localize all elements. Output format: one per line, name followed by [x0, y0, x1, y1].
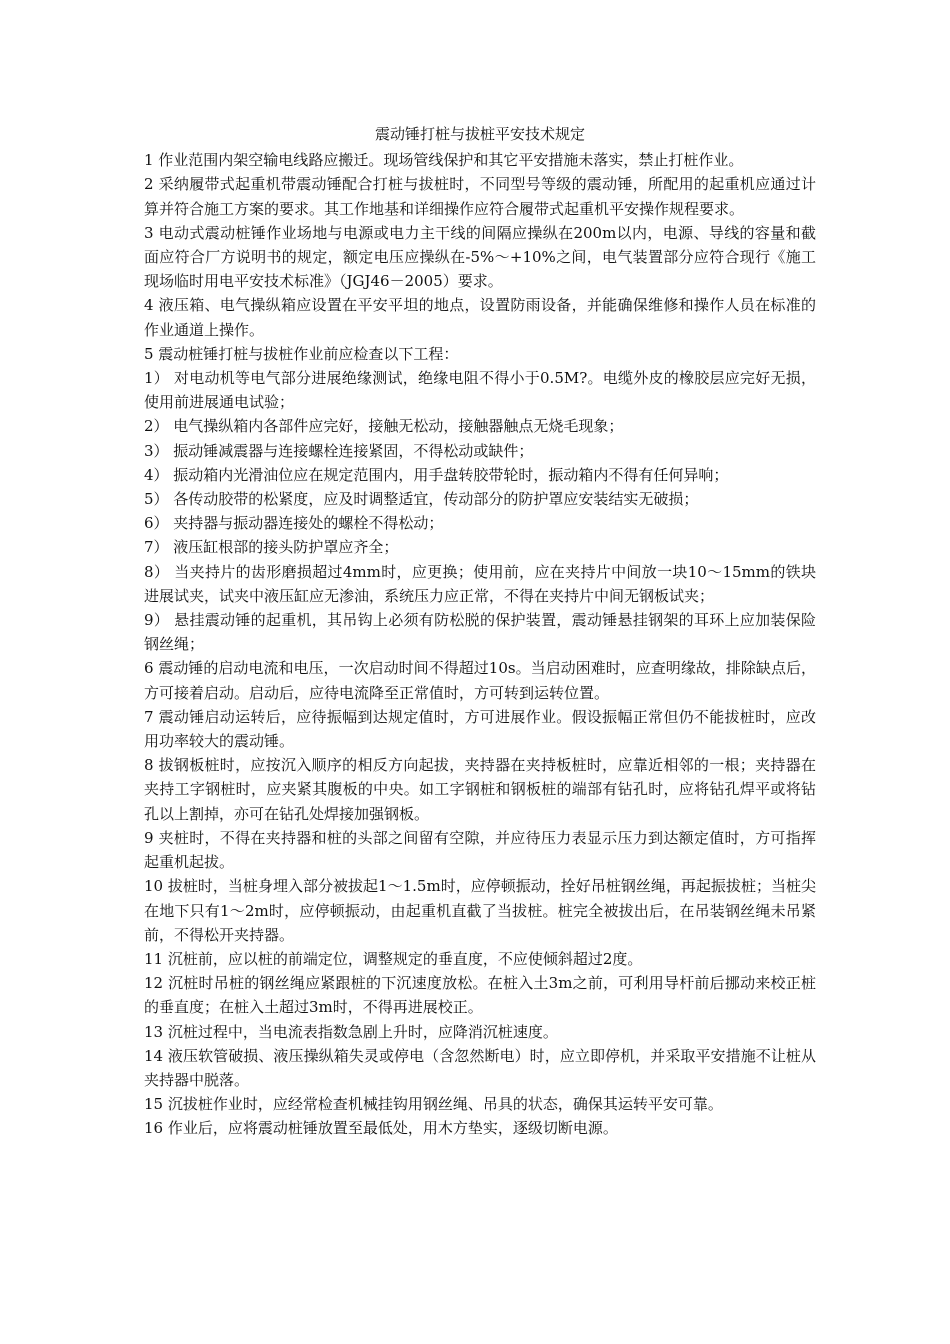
paragraph: 7 震动锤启动运转后，应待振幅到达规定值时，方可进展作业。假设振幅正常但仍不能拔桩时，应改用功率较大的震动锤。	[144, 707, 816, 751]
paragraph: 5 震动桩锤打桩与拔桩作业前应检查以下工程：	[144, 344, 459, 363]
list-item: 8） 当夹持片的齿形磨损超过4mm时，应更换；使用前，应在夹持片中间放一块10～15mm的铁块进展试夹，试夹中液压缸应无渗油，系统压力应正常，不得在夹持片中间无钢板试夹；	[144, 562, 816, 605]
document-body	[144, 148, 816, 1140]
list-item: 6） 夹持器与振动器连接处的螺栓不得松动；	[144, 514, 444, 533]
document-page	[144, 122, 816, 1141]
list-item: 4） 振动箱内光滑油位应在规定范围内，用手盘转胶带轮时，振动箱内不得有任何异响；	[144, 465, 729, 484]
paragraph: 4 液压箱、电气操纵箱应设置在平安平坦的地点，设置防雨设备，并能确保维修和操作人员在标准的作业通道上操作。	[144, 296, 816, 339]
paragraph: 11 沉桩前，应以桩的前端定位，调整规定的垂直度，不应使倾斜超过2度。	[144, 949, 643, 968]
paragraph: 9 夹桩时，不得在夹持器和桩的头部之间留有空隙，并应待压力表显示压力到达额定值时，方可指挥起重机起拔。	[144, 828, 816, 872]
list-item: 7） 液压缸根部的接头防护罩应齐全；	[144, 538, 399, 557]
paragraph: 10 拔桩时，当桩身埋入部分被拔起1～1.5m时，应停顿振动，拴好吊桩钢丝绳，再起振拔桩；当桩尖在地下只有1～2m时，应停顿振动，由起重机直截了当拔桩。桩完全被拔出后，在吊装钢丝绳未吊紧前，不得松开夹持器。	[144, 877, 816, 944]
paragraph: 6 震动锤的启动电流和电压，一次启动时间不得超过10s。当启动困难时，应查明缘故，排除缺点后，方可接着启动。启动后，应待电流降至正常值时，方可转到运转位置。	[144, 659, 816, 702]
list-item: 2） 电气操纵箱内各部件应完好，接触无松动，接触器触点无烧毛现象；	[144, 417, 624, 436]
list-item: 1） 对电动机等电气部分进展绝缘测试，绝缘电阻不得小于0.5M?。电缆外皮的橡胶层应完好无损，使用前进展通电试验；	[144, 369, 816, 412]
list-item: 5） 各传动胶带的松紧度，应及时调整适宜，传动部分的防护罩应安装结实无破损；	[144, 490, 699, 509]
document-title: 震动锤打桩与拔桩平安技术规定	[374, 125, 585, 143]
paragraph: 1 作业范围内架空输电线路应搬迁。现场管线保护和其它平安措施未落实，禁止打桩作业。	[144, 151, 744, 170]
list-item: 9） 悬挂震动锤的起重机，其吊钩上必须有防松脱的保护装置，震动锤悬挂钢架的耳环上应加装保险钢丝绳；	[144, 611, 816, 654]
paragraph: 2 采纳履带式起重机带震动锤配合打桩与拔桩时，不同型号等级的震动锤，所配用的起重机应通过计算并符合施工方案的要求。其工作地基和详细操作应符合履带式起重机平安操作规程要求。	[144, 175, 816, 218]
paragraph: 13 沉桩过程中，当电流表指数急剧上升时，应降消沉桩速度。	[144, 1022, 558, 1041]
paragraph: 16 作业后，应将震动桩锤放置至最低处，用木方垫实，逐级切断电源。	[144, 1119, 618, 1138]
paragraph: 15 沉拔桩作业时，应经常检查机械挂钩用钢丝绳、吊具的状态，确保其运转平安可靠。	[144, 1095, 723, 1114]
paragraph: 14 液压软管破损、液压操纵箱失灵或停电（含忽然断电）时，应立即停机，并采取平安措施不让桩从夹持器中脱落。	[144, 1046, 816, 1089]
paragraph: 3 电动式震动桩锤作业场地与电源或电力主干线的间隔应操纵在200m以内，电源、导线的容量和截面应符合厂方说明书的规定，额定电压应操纵在-5%～+10%之间，电气装置部分应符合现行《施工现场临时用电平安技术标准》（JGJ46－2005）要求。	[144, 223, 816, 291]
paragraph: 8 拔钢板桩时，应按沉入顺序的相反方向起拔，夹持器在夹持板桩时，应靠近相邻的一根；夹持器在夹持工字钢桩时，应夹紧其腹板的中央。如工字钢桩和钢板桩的端部有钻孔时，应将钻孔焊平或将钻孔以上割掉，亦可在钻孔处焊接加强钢板。	[144, 756, 816, 823]
paragraph: 12 沉桩时吊桩的钢丝绳应紧跟桩的下沉速度放松。在桩入土3m之前，可利用导杆前后挪动来校正桩的垂直度；在桩入土超过3m时，不得再进展校正。	[144, 974, 816, 1017]
list-item: 3） 振动锤减震器与连接螺栓连接紧固，不得松动或缺件；	[144, 441, 534, 460]
